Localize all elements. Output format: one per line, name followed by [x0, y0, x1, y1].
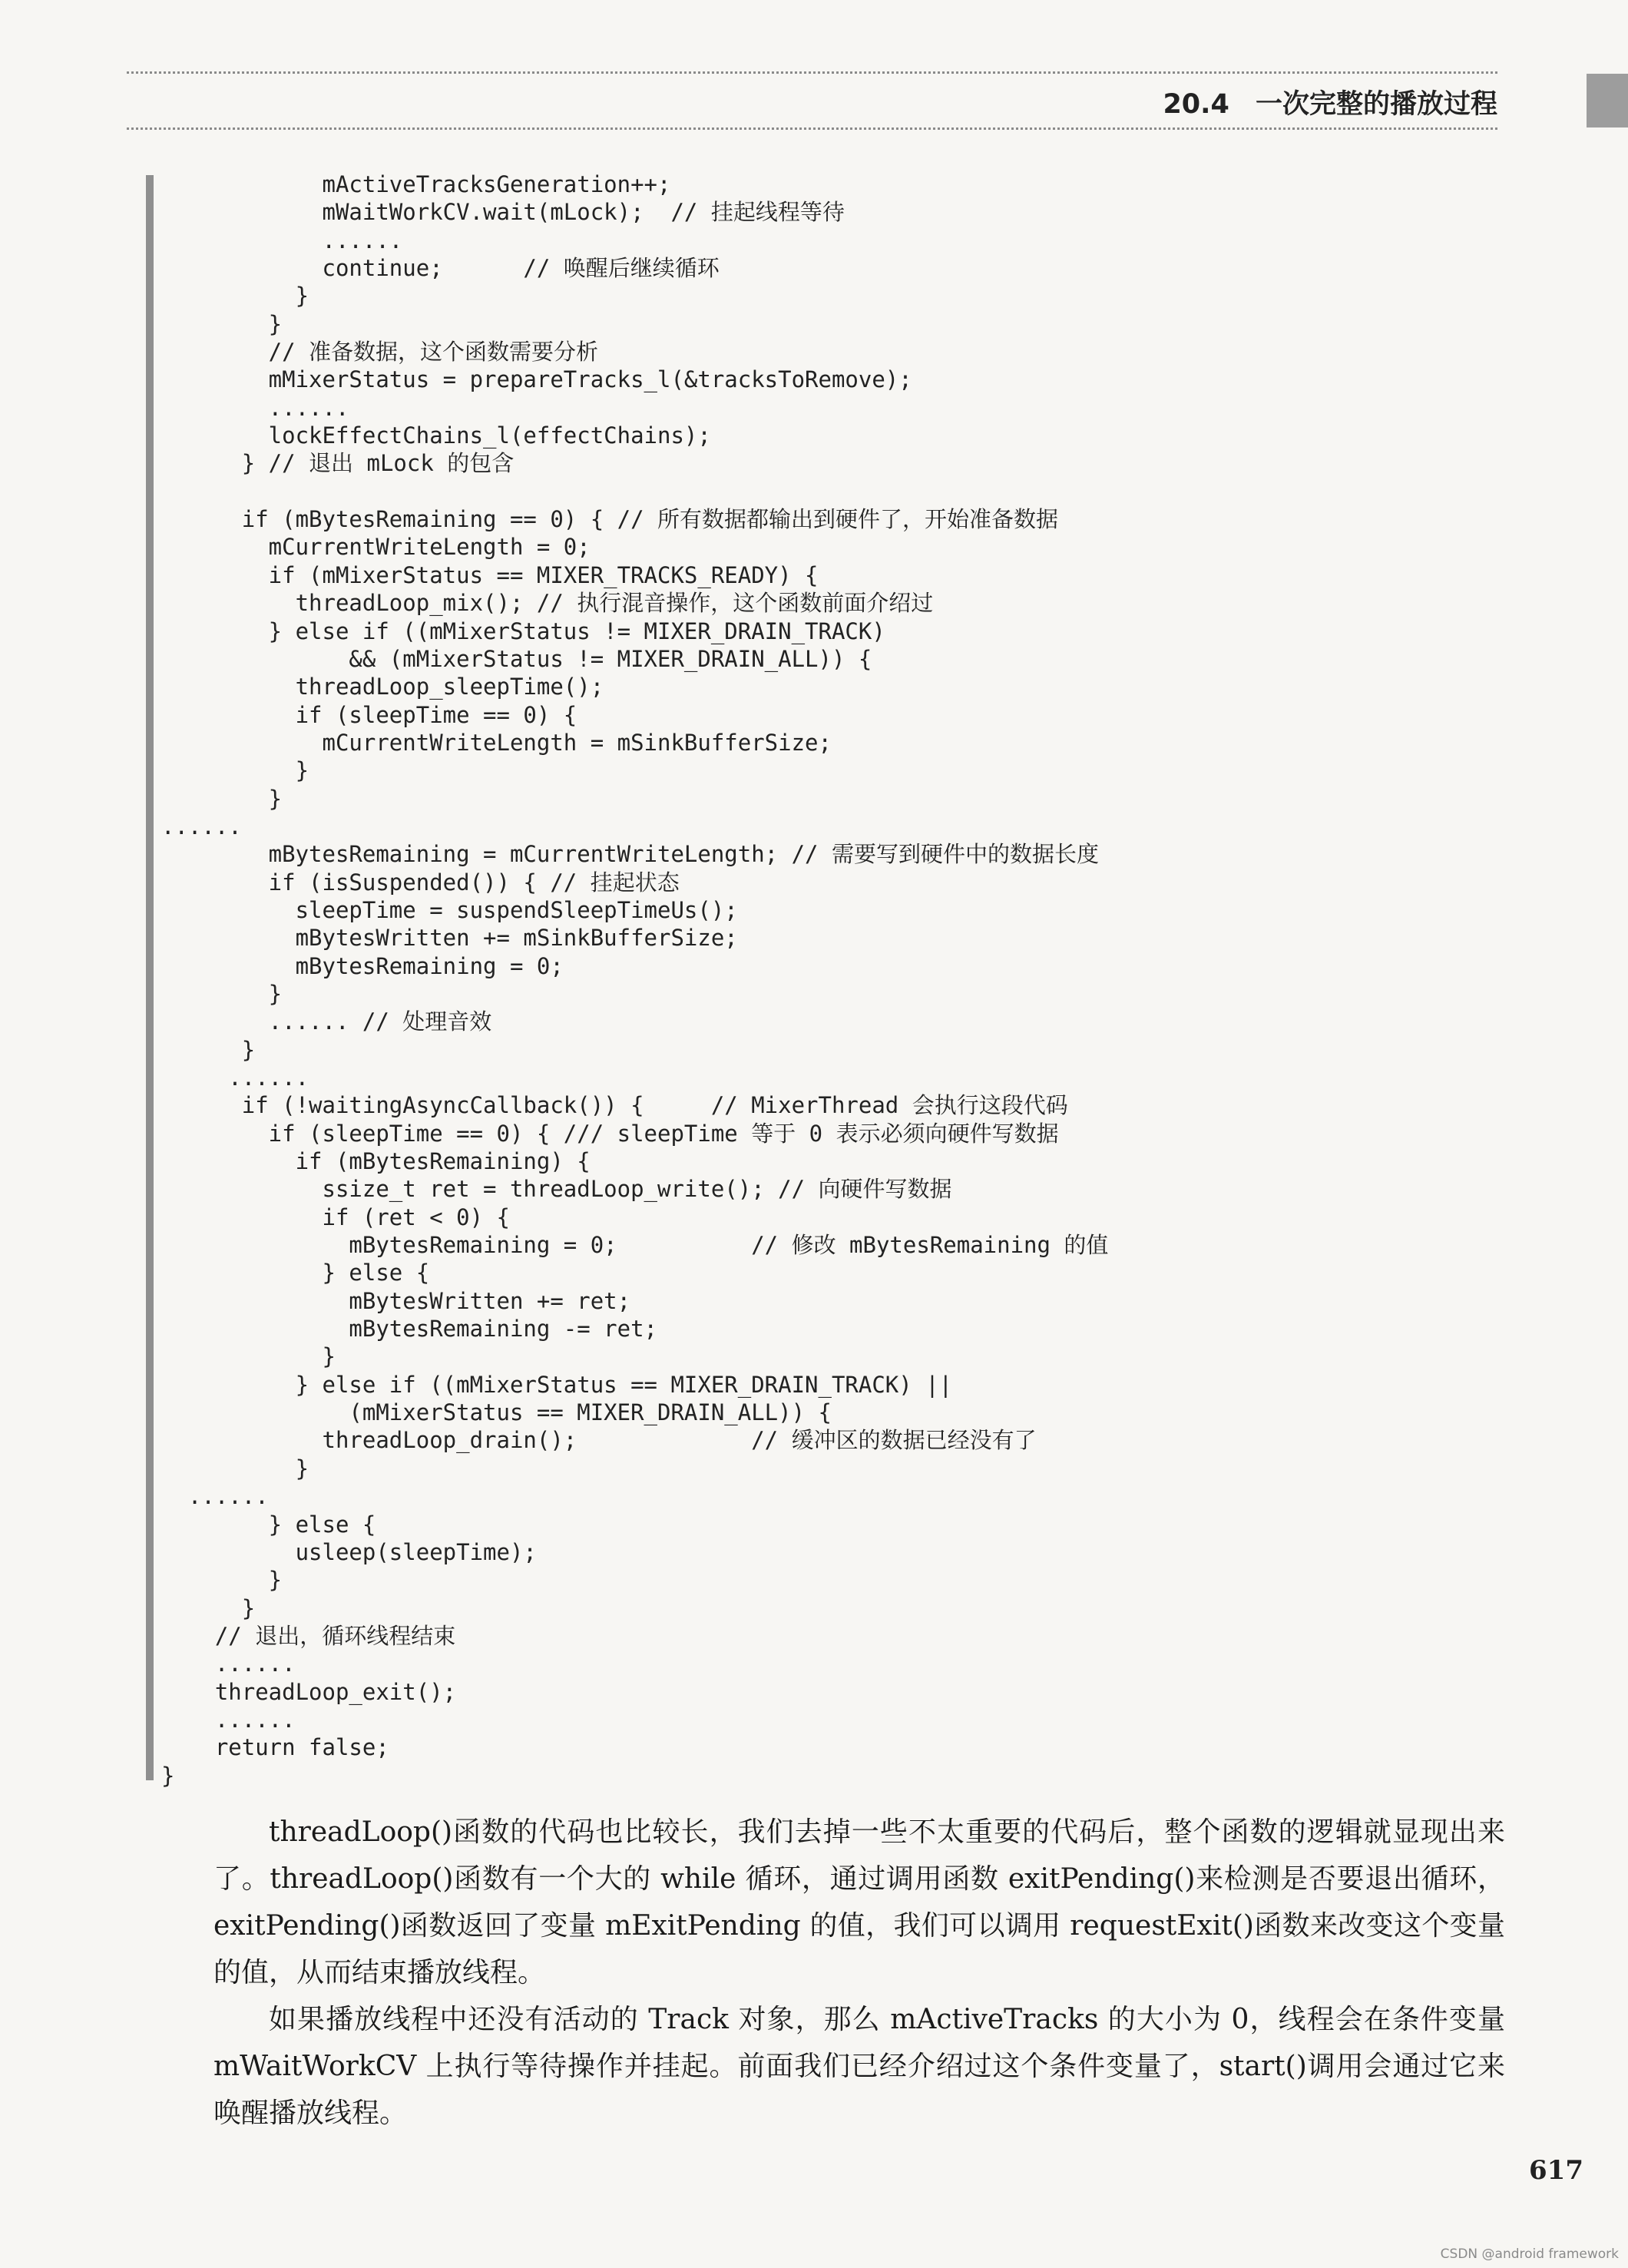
- code-line: // 准备数据，这个函数需要分析: [161, 339, 599, 366]
- page-number: 617: [1529, 2155, 1583, 2186]
- code-line: ......: [161, 1064, 309, 1091]
- code-line: (mMixerStatus == MIXER_DRAIN_ALL)) {: [161, 1399, 832, 1426]
- code-line: if (ret < 0) {: [161, 1204, 510, 1230]
- code-line: }: [161, 757, 309, 784]
- code-line: mMixerStatus = prepareTracks_l(&tracksToRemove);: [161, 366, 912, 393]
- code-line: lockEffectChains_l(effectChains);: [161, 422, 711, 449]
- code-line: threadLoop_mix(); // 执行混音操作，这个函数前面介绍过: [161, 590, 934, 617]
- code-line: }: [161, 1594, 256, 1621]
- code-line: sleepTime = suspendSleepTimeUs();: [161, 896, 738, 923]
- paragraph-1: [213, 1809, 1505, 1996]
- running-head: [1163, 83, 1497, 121]
- code-line: ......: [161, 227, 403, 253]
- code-line: mActiveTracksGeneration++;: [161, 171, 671, 197]
- code-line: ......: [161, 1483, 269, 1510]
- watermark: CSDN @android framework: [1440, 2246, 1619, 2262]
- code-line: } else {: [161, 1511, 376, 1538]
- code-line: }: [161, 283, 309, 310]
- code-line: usleep(sleepTime);: [161, 1538, 537, 1565]
- code-line: } else if ((mMixerStatus != MIXER_DRAIN_TRACK): [161, 617, 885, 644]
- code-line: mBytesRemaining = 0;: [161, 952, 564, 979]
- code-line: if (mBytesRemaining) {: [161, 1148, 591, 1175]
- code-line: }: [161, 785, 283, 812]
- code-line: }: [161, 1455, 309, 1482]
- code-line: ...... // 处理音效: [161, 1008, 492, 1035]
- code-line: if (sleepTime == 0) {: [161, 701, 577, 728]
- code-line: continue; // 唤醒后继续循环: [161, 255, 720, 282]
- code-line: threadLoop_sleepTime();: [161, 674, 604, 700]
- paragraph-1-text: threadLoop()函数的代码也比较长，我们去掉一些不太重要的代码后，整个函数的逻辑就显现出来了。threadLoop()函数有一个大的 while 循环，通过调用函数 exitPending()来检测是否要退出循环，exitPending()函数返回了变量 mExitPending 的值，我们可以调用 requestExit()函数来改变这个变量的值，从而结束播放线程。: [213, 1816, 1505, 1988]
- code-line: }: [161, 1762, 175, 1789]
- header-rule-bottom: [127, 127, 1497, 130]
- code-line: } // 退出 mLock 的包含: [161, 450, 515, 477]
- code-line: if (mBytesRemaining == 0) { // 所有数据都输出到硬件了，开始准备数据: [161, 506, 1059, 533]
- code-line: mBytesWritten += ret;: [161, 1287, 631, 1314]
- code-line: } else if ((mMixerStatus == MIXER_DRAIN_TRACK) ||: [161, 1371, 953, 1398]
- code-line: mBytesRemaining = 0; // 修改 mBytesRemaining 的值: [161, 1232, 1109, 1259]
- code-line: }: [161, 310, 283, 337]
- code-line: mWaitWorkCV.wait(mLock); // 挂起线程等待: [161, 199, 845, 226]
- code-block-bar: [146, 175, 154, 1780]
- code-block: [161, 171, 1108, 1790]
- code-line: return false;: [161, 1734, 389, 1761]
- code-line: // 退出，循环线程结束: [161, 1622, 456, 1649]
- section-title: 一次完整的播放过程: [1255, 89, 1497, 120]
- code-line: }: [161, 1567, 283, 1594]
- code-line: } else {: [161, 1260, 430, 1286]
- code-line: ......: [161, 813, 242, 839]
- code-line: ......: [161, 394, 349, 421]
- code-line: if (sleepTime == 0) { /// sleepTime 等于 0 表示必须向硬件写数据: [161, 1120, 1059, 1147]
- code-line: if (!waitingAsyncCallback()) { // MixerThread 会执行这段代码: [161, 1092, 1068, 1119]
- code-line: ......: [161, 1651, 296, 1677]
- code-line: }: [161, 1036, 256, 1063]
- code-line: mBytesWritten += mSinkBufferSize;: [161, 925, 738, 952]
- section-number: 20.4: [1163, 89, 1229, 120]
- code-line: if (mMixerStatus == MIXER_TRACKS_READY) {: [161, 561, 819, 588]
- code-line: mCurrentWriteLength = mSinkBufferSize;: [161, 729, 832, 756]
- chapter-thumb-tab: [1587, 74, 1628, 127]
- code-line: threadLoop_drain(); // 缓冲区的数据已经没有了: [161, 1427, 1037, 1454]
- code-line: threadLoop_exit();: [161, 1678, 457, 1705]
- code-line: if (isSuspended()) { // 挂起状态: [161, 869, 680, 896]
- code-line: }: [161, 980, 283, 1007]
- code-line: mBytesRemaining -= ret;: [161, 1316, 658, 1343]
- code-line: && (mMixerStatus != MIXER_DRAIN_ALL)) {: [161, 645, 872, 672]
- code-line: }: [161, 1343, 336, 1370]
- paragraph-2-text: 如果播放线程中还没有活动的 Track 对象，那么 mActiveTracks 的大小为 0，线程会在条件变量 mWaitWorkCV 上执行等待操作并挂起。前面我们已经介绍过这个条件变量了，start()调用会通过它来唤醒播放线程。: [213, 2004, 1505, 2129]
- paragraph-2: [213, 1996, 1505, 2137]
- code-line: ......: [161, 1706, 296, 1733]
- code-line: ssize_t ret = threadLoop_write(); // 向硬件写数据: [161, 1176, 952, 1203]
- code-line: mBytesRemaining = mCurrentWriteLength; // 需要写到硬件中的数据长度: [161, 841, 1099, 868]
- code-line: [161, 478, 1108, 505]
- code-line: mCurrentWriteLength = 0;: [161, 534, 591, 561]
- header-rule-top: [127, 71, 1497, 74]
